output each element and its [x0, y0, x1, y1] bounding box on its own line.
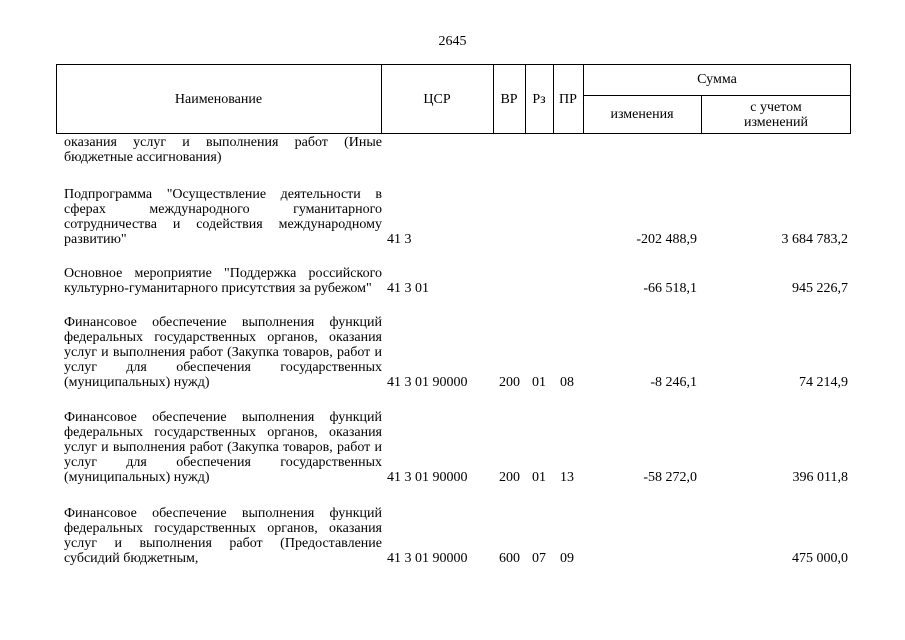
row-name: Финансовое обеспечение выполнения функций федеральных государственных органов, оказания услуг и выполнения работ (Предоставление субсидий бюджетным, — [64, 506, 382, 566]
header-rz: Рз — [532, 91, 546, 107]
header-with-change: с учетом изменений — [743, 99, 809, 130]
header-change: изменения — [610, 107, 674, 122]
header-pr: ПР — [559, 91, 577, 107]
header-vr: ВР — [500, 91, 518, 107]
row-name: Финансовое обеспечение выполнения функций федеральных государственных органов, оказания услуг и выполнения работ (Закупка товаров, работ и услуг для обеспечения государственных (муниципальных) нужд) — [64, 315, 382, 390]
table-row — [56, 266, 851, 296]
row-pr: 13 — [560, 470, 574, 485]
row-pr: 09 — [560, 551, 574, 566]
row-total: 945 226,7 — [792, 281, 848, 296]
row-rz: 01 — [532, 375, 546, 390]
table-row — [56, 410, 851, 485]
table-body — [56, 135, 851, 566]
row-csr: 41 3 01 90000 — [387, 551, 468, 566]
row-name: оказания услуг и выполнения работ (Иные бюджетные ассигнования) — [64, 135, 382, 165]
table-row — [56, 315, 851, 390]
row-rz: 01 — [532, 470, 546, 485]
row-total: 74 214,9 — [799, 375, 848, 390]
row-total: 3 684 783,2 — [781, 232, 848, 247]
row-csr: 41 3 01 90000 — [387, 470, 468, 485]
header-name: Наименование — [174, 91, 263, 107]
header-sum: Сумма — [697, 72, 737, 87]
row-csr: 41 3 01 90000 — [387, 375, 468, 390]
row-csr: 41 3 — [387, 232, 412, 247]
row-change: -8 246,1 — [650, 375, 697, 390]
row-total: 475 000,0 — [792, 551, 848, 566]
row-change: -66 518,1 — [643, 281, 697, 296]
row-change: -202 488,9 — [636, 232, 697, 247]
row-total: 396 011,8 — [792, 470, 848, 485]
row-vr: 600 — [499, 551, 520, 566]
table-row — [56, 506, 851, 566]
table-row — [56, 135, 851, 165]
row-name: Основное мероприятие "Поддержка российского культурно-гуманитарного присутствия за рубежом" — [64, 266, 382, 296]
header-csr: ЦСР — [423, 91, 451, 107]
row-csr: 41 3 01 — [387, 281, 429, 296]
table-row — [56, 187, 851, 247]
table-header — [56, 64, 851, 134]
page-number: 2645 — [438, 34, 467, 49]
row-name: Финансовое обеспечение выполнения функций федеральных государственных органов, оказания услуг и выполнения работ (Закупка товаров, работ и услуг для обеспечения государственных (муниципальных) нужд) — [64, 410, 382, 485]
row-vr: 200 — [499, 375, 520, 390]
row-change: -58 272,0 — [643, 470, 697, 485]
row-name: Подпрограмма "Осуществление деятельности в сферах международного гуманитарного сотрудничества и содействия международному развитию" — [64, 187, 382, 247]
row-pr: 08 — [560, 375, 574, 390]
row-rz: 07 — [532, 551, 546, 566]
row-vr: 200 — [499, 470, 520, 485]
